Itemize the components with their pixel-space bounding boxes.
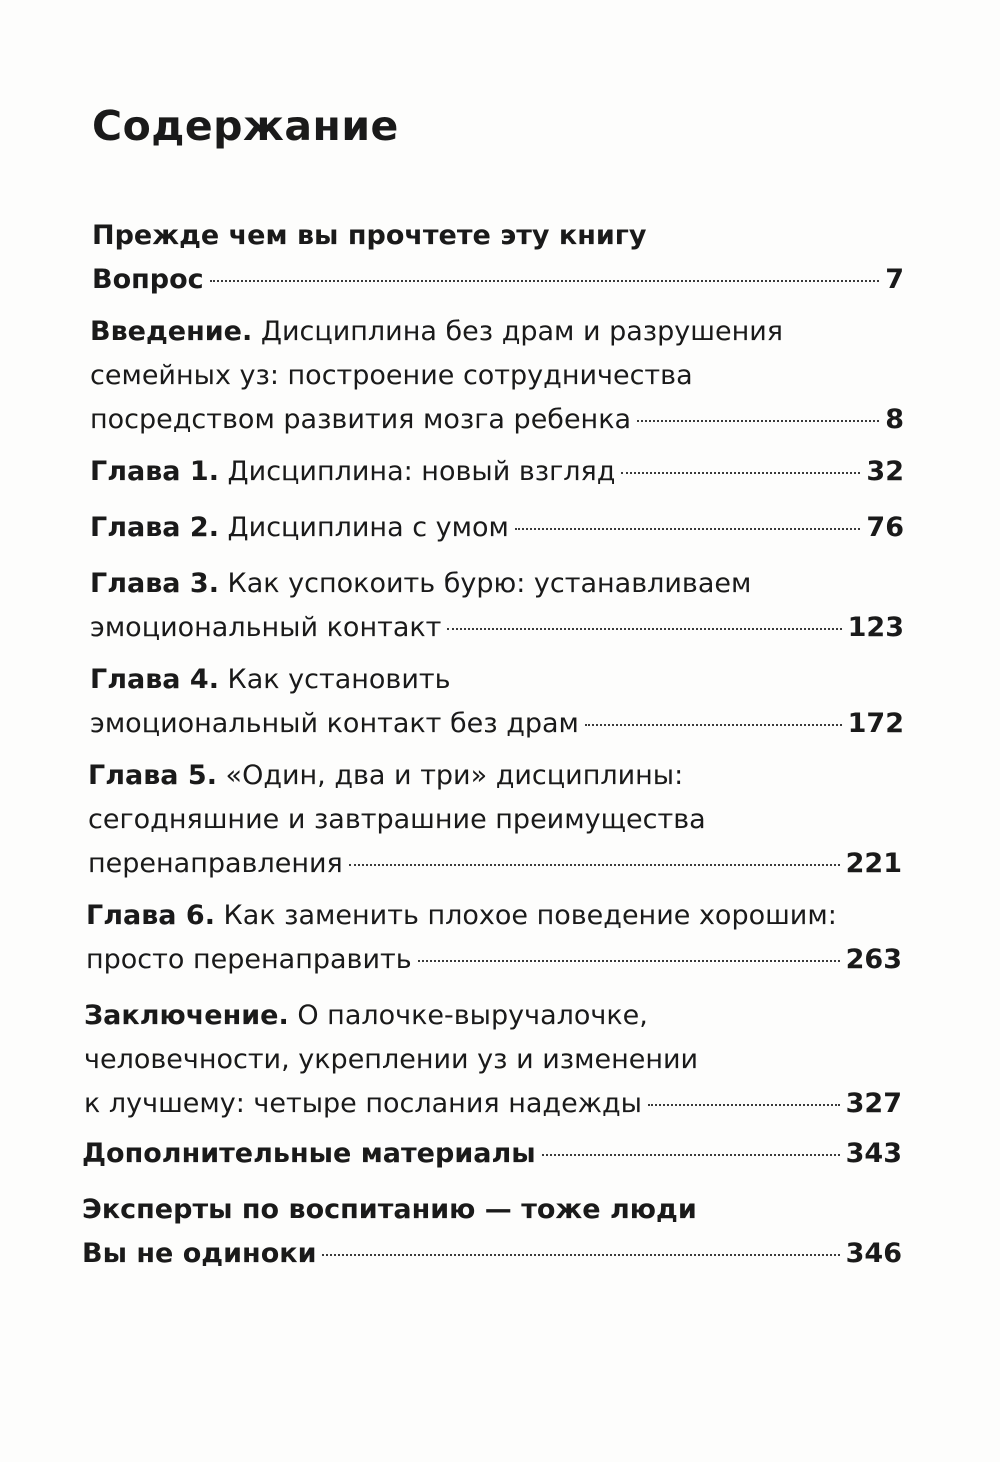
toc-line: сегодняшние и завтрашние преимущества	[88, 804, 706, 835]
toc-leader-line	[82, 1132, 902, 1176]
toc-entry-label: Глава 2.	[90, 512, 219, 543]
toc-entry-title: перенаправления	[88, 848, 343, 879]
page-number: 76	[866, 512, 904, 543]
page-number: 221	[845, 848, 902, 879]
toc-line	[88, 754, 902, 798]
toc-entry-chapter-5[interactable]	[88, 754, 902, 886]
toc-line: семейных уз: построение сотрудничества	[90, 360, 693, 391]
dot-leader	[418, 960, 840, 962]
toc-entry-title: Как установить	[227, 664, 451, 695]
toc-entry-title: Как заменить плохое поведение хорошим:	[223, 900, 837, 931]
toc-leader-line	[82, 1232, 902, 1276]
page-number: 8	[885, 404, 904, 435]
toc-entry-label: Введение.	[90, 316, 253, 347]
toc-entry-chapter-3[interactable]	[90, 562, 904, 650]
page-number: 263	[845, 944, 902, 975]
toc-leader-line	[84, 1082, 902, 1126]
toc-leader-line	[90, 450, 904, 494]
toc-line: человечности, укреплении уз и изменении	[84, 1044, 699, 1075]
dot-leader	[648, 1104, 840, 1106]
toc-entry-chapter-6[interactable]	[86, 894, 902, 982]
toc-entry-label: Глава 1.	[90, 456, 219, 487]
toc-entry-title: Дополнительные материалы	[82, 1138, 536, 1169]
toc-leader-line	[90, 398, 904, 442]
dot-leader	[447, 628, 841, 630]
toc-entry-title: Дисциплина с умом	[227, 512, 509, 543]
toc-leader-line	[88, 842, 902, 886]
page-number: 343	[845, 1138, 902, 1169]
page-number: 123	[847, 612, 904, 643]
toc-entry-title: эмоциональный контакт	[90, 612, 442, 643]
toc-entry-title: Дисциплина без драм и разрушения	[260, 316, 784, 347]
toc-entry-chapter-2[interactable]	[90, 506, 904, 550]
toc-line	[90, 562, 904, 606]
toc-entry-label: Глава 6.	[86, 900, 215, 931]
page-number: 172	[847, 708, 904, 739]
toc-entry-label: Глава 3.	[90, 568, 219, 599]
toc-entry-title: «Один, два и три» дисциплины:	[225, 760, 684, 791]
toc-leader-line	[90, 506, 904, 550]
toc-heading: Прежде чем вы прочтете эту книгу	[92, 220, 647, 251]
toc-entry-preface[interactable]	[92, 214, 904, 302]
toc-entry-introduction[interactable]	[90, 310, 904, 442]
toc-entry-chapter-1[interactable]	[90, 450, 904, 494]
toc-heading: Эксперты по воспитанию — тоже люди	[82, 1194, 697, 1225]
dot-leader	[515, 528, 861, 530]
dot-leader	[349, 864, 840, 866]
toc-entry-title: Как успокоить бурю: устанавливаем	[227, 568, 752, 599]
dot-leader	[322, 1254, 839, 1256]
toc-entry-label: Глава 4.	[90, 664, 219, 695]
toc-entry-title: к лучшему: четыре послания надежды	[84, 1088, 642, 1119]
dot-leader	[585, 724, 842, 726]
toc-entry-title: просто перенаправить	[86, 944, 412, 975]
toc-entry-chapter-4[interactable]	[90, 658, 904, 746]
dot-leader	[542, 1154, 840, 1156]
toc-line	[86, 894, 902, 938]
dot-leader	[621, 472, 860, 474]
toc-entry-title: Вопрос	[92, 264, 204, 295]
toc-leader-line	[92, 258, 904, 302]
toc-entry-title: посредством развития мозга ребенка	[90, 404, 632, 435]
dot-leader	[210, 280, 880, 282]
toc-line	[90, 658, 904, 702]
toc-entry-title: эмоциональный контакт без драм	[90, 708, 579, 739]
toc-entry-experts[interactable]	[82, 1188, 902, 1276]
toc-entry-appendix[interactable]	[82, 1132, 902, 1176]
dot-leader	[637, 420, 879, 422]
toc-leader-line	[90, 606, 904, 650]
toc-entry-title: Дисциплина: новый взгляд	[227, 456, 616, 487]
toc-leader-line	[86, 938, 902, 982]
toc-entry-title: Вы не одиноки	[82, 1238, 317, 1269]
toc-line	[90, 310, 904, 354]
page-number: 327	[845, 1088, 902, 1119]
toc-entry-label: Заключение.	[84, 1000, 289, 1031]
toc-entry-title: О палочке-выручалочке,	[297, 1000, 648, 1031]
toc-entry-conclusion[interactable]	[84, 994, 902, 1126]
toc-leader-line	[90, 702, 904, 746]
toc-line	[84, 994, 902, 1038]
page-title: Содержание	[92, 102, 399, 150]
page-number: 7	[885, 264, 904, 295]
page-number: 32	[866, 456, 904, 487]
toc-entry-label: Глава 5.	[88, 760, 217, 791]
page-number: 346	[845, 1238, 902, 1269]
